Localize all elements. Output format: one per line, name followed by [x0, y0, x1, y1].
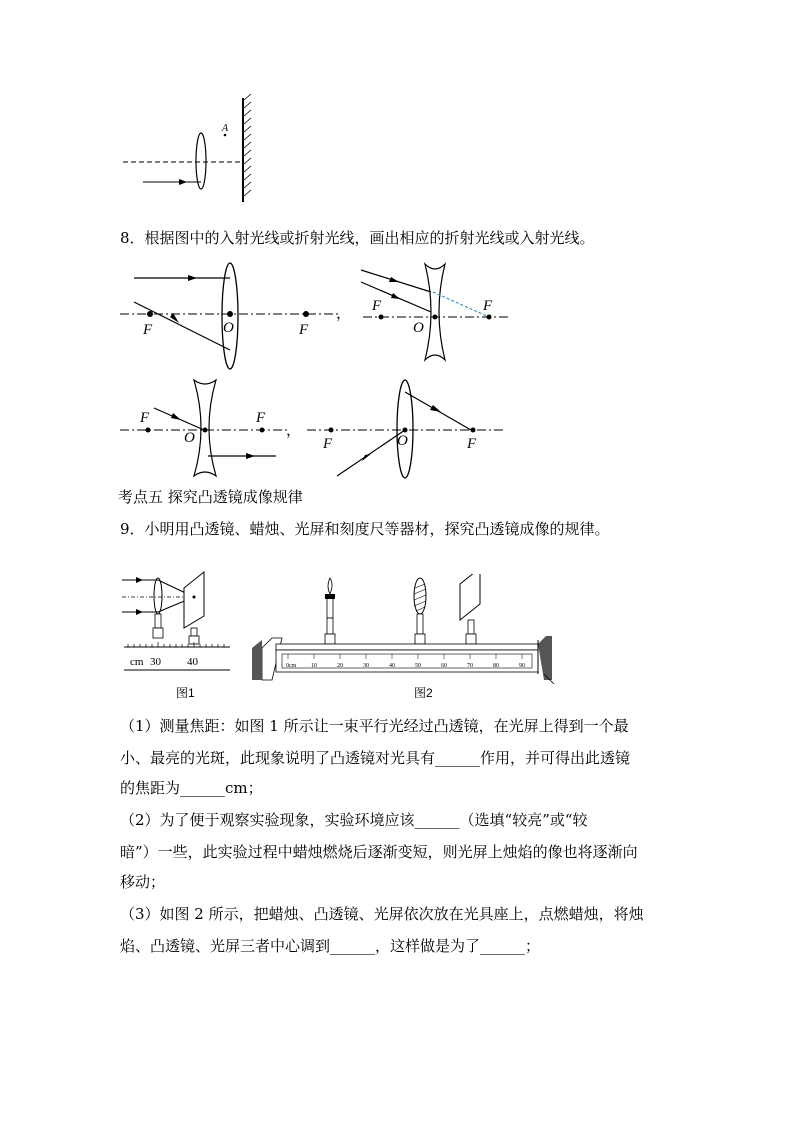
figure-1-focal-setup — [118, 570, 236, 672]
fig1-scale-unit: cm — [130, 656, 144, 668]
fig2-tick-70: 70 — [467, 663, 473, 669]
concave-lens-diagram-2 — [355, 262, 515, 366]
fig1-tick-30: 30 — [150, 656, 161, 668]
q9-part2-line1: （2）为了便于观察实验现象，实验环境应该______（选填“较亮”或“较 — [120, 811, 588, 829]
fig2-tick-60: 60 — [441, 663, 447, 669]
fig2-tick-90: 90 — [519, 663, 525, 669]
q9-part1-line2: 小、最亮的光斑，此现象说明了凸透镜对光具有______作用，并可得出此透镜 — [120, 749, 631, 767]
convex-lens — [196, 133, 206, 189]
focus-label-right: F — [256, 410, 266, 426]
center-label: O — [184, 430, 195, 446]
fig1-tick-40: 40 — [187, 656, 198, 668]
figure-2-optical-bench — [248, 574, 558, 684]
question-8: 8．根据图中的入射光线或折射光线，画出相应的折射光线或入射光线。 — [120, 229, 595, 247]
fig2-tick-50: 50 — [415, 663, 421, 669]
fig2-tick-20: 20 — [337, 663, 343, 669]
focus-label-left: F — [143, 322, 153, 338]
center-label: O — [397, 433, 408, 449]
center-label: O — [413, 320, 424, 336]
q9-part2-line2: 暗”）一些，此实验过程中蜡烛燃烧后逐渐变短，则光屏上烛焰的像也将逐渐向 — [120, 843, 638, 861]
focus-label-left: F — [372, 298, 382, 314]
separator-1: ， — [336, 304, 352, 322]
point-a — [224, 134, 227, 137]
q9-part1-line1: （1）测量焦距：如图 1 所示让一束平行光经过凸透镜，在光屏上得到一个最 — [120, 717, 629, 735]
fig2-tick-80: 80 — [493, 663, 499, 669]
focus-label-right: F — [467, 436, 477, 452]
fig2-tick-10: 10 — [311, 663, 317, 669]
concave-lens-diagram-3 — [118, 378, 290, 478]
lens-mirror-figure — [115, 92, 275, 204]
fig2-tick-30: 30 — [363, 663, 369, 669]
center-label: O — [223, 320, 234, 336]
focus-label-right: F — [483, 298, 493, 314]
focus-label-left: F — [140, 410, 150, 426]
fig2-tick-0: 0cm — [286, 663, 297, 669]
fig2-tick-40: 40 — [389, 663, 395, 669]
q9-part1-line3: 的焦距为______cm； — [120, 779, 263, 797]
focus-label-left: F — [323, 436, 333, 452]
q9-part2-line3: 移动； — [120, 873, 166, 891]
q9-part3-line2: 焰、凸透镜、光屏三者中心调到______，这样做是为了______； — [120, 937, 541, 955]
question-9: 9．小明用凸透镜、蜡烛、光屏和刻度尺等器材，探究凸透镜成像的规律。 — [120, 520, 610, 538]
convex-lens-diagram-4 — [305, 378, 505, 480]
point-a-label: A — [222, 123, 229, 134]
figure-2-caption: 图2 — [414, 686, 433, 700]
focus-label-right: F — [299, 322, 309, 338]
q9-part3-line1: （3）如图 2 所示，把蜡烛、凸透镜、光屏依次放在光具座上，点燃蜡烛，将烛 — [120, 905, 644, 923]
convex-lens-diagram-1 — [118, 262, 338, 374]
separator-2: ， — [286, 421, 302, 439]
section-5-title: 考点五 探究凸透镜成像规律 — [118, 488, 303, 506]
figure-1-caption: 图1 — [176, 686, 195, 700]
